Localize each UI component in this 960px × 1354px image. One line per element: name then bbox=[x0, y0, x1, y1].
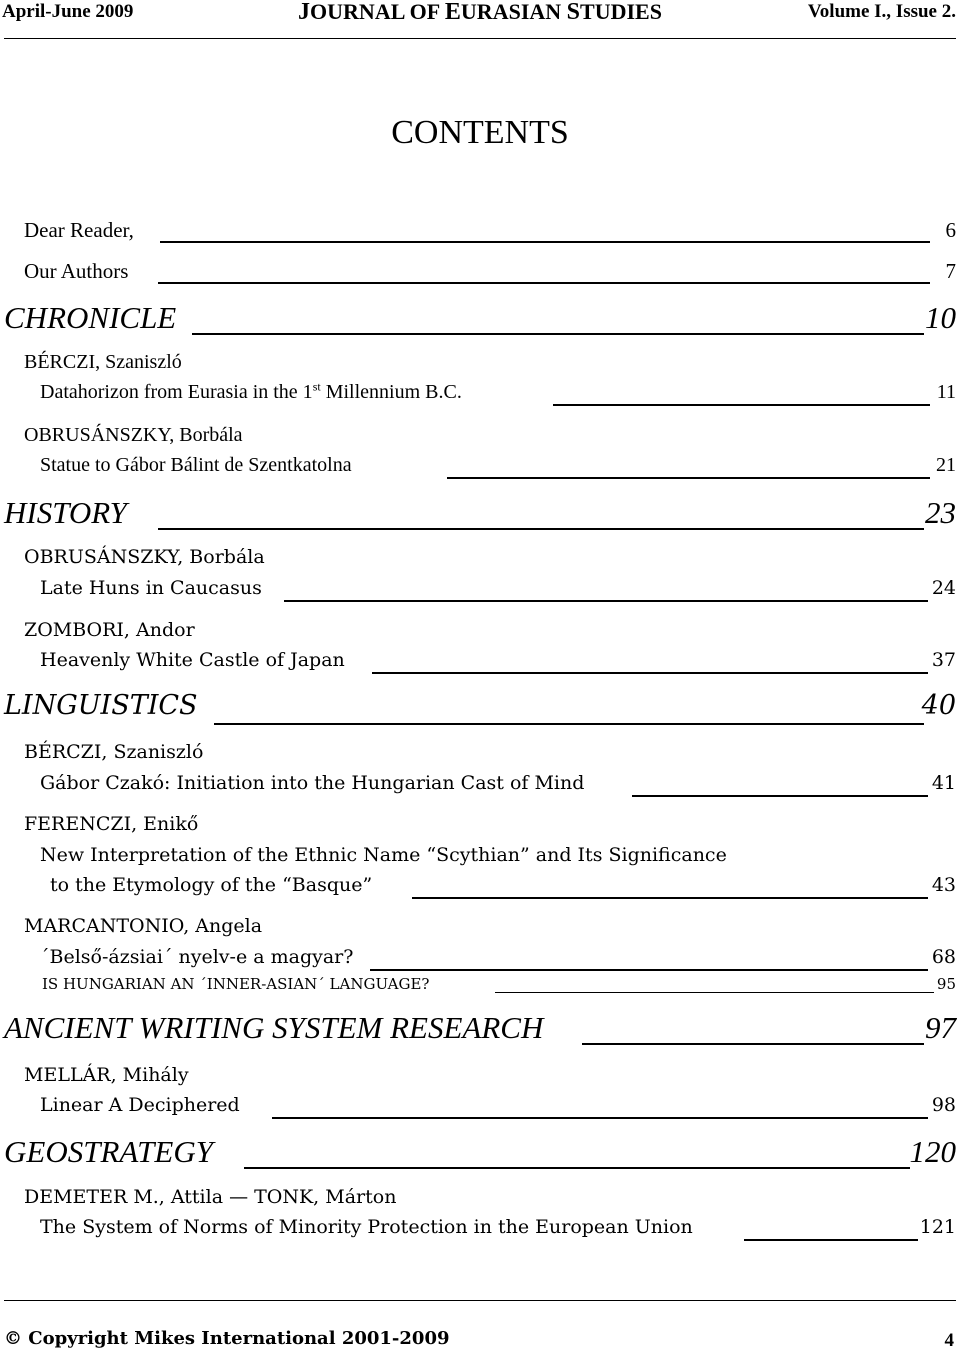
section-label: CHRONICLE bbox=[4, 300, 177, 335]
toc-entry-minority-protection[interactable] bbox=[0, 1216, 960, 1246]
page-number: 41 bbox=[931, 772, 956, 794]
toc-entry-dear-reader[interactable] bbox=[0, 218, 960, 248]
dot-leader bbox=[284, 600, 928, 602]
toc-entry-statue[interactable] bbox=[0, 454, 960, 484]
article-author: FERENCZI, Enikő bbox=[24, 813, 199, 835]
dot-leader bbox=[495, 992, 934, 993]
toc-entry-label: ´Belső-ázsiai´ nyelv-e a magyar? bbox=[40, 946, 354, 968]
toc-entry-our-authors[interactable] bbox=[0, 259, 960, 289]
page-number: 68 bbox=[931, 946, 956, 968]
page-number: 120 bbox=[909, 1134, 956, 1169]
dot-leader bbox=[272, 1117, 928, 1119]
running-header bbox=[0, 0, 960, 30]
article-author: BÉRCZI, Szaniszló bbox=[24, 351, 182, 373]
section-geostrategy[interactable] bbox=[0, 1134, 960, 1169]
header-rule bbox=[4, 38, 956, 39]
section-label: LINGUISTICS bbox=[4, 690, 198, 721]
dot-leader bbox=[370, 969, 928, 971]
dot-leader bbox=[158, 528, 924, 530]
toc-entry-inner-asian[interactable] bbox=[0, 975, 960, 1005]
toc-entry-label-line2: to the Etymology of the “Basque” bbox=[50, 874, 373, 896]
toc-entry-label: Linear A Deciphered bbox=[40, 1094, 240, 1116]
toc-entry-label: Dear Reader, bbox=[24, 218, 134, 242]
dot-leader bbox=[244, 1167, 910, 1169]
page-number: 40 bbox=[921, 690, 956, 721]
article-author: OBRUSÁNSZKY, Borbála bbox=[24, 424, 243, 446]
toc-entry-label-line1: New Interpretation of the Ethnic Name “Scythian” and Its Significance bbox=[40, 844, 727, 866]
toc-entry-label: IS HUNGARIAN AN ´INNER-ASIAN´ LANGUAGE? bbox=[42, 975, 430, 993]
issue-date: April-June 2009 bbox=[2, 1, 134, 22]
section-chronicle[interactable] bbox=[0, 300, 960, 335]
page-number: 24 bbox=[931, 577, 956, 599]
dot-leader bbox=[632, 795, 928, 797]
page-number: 21 bbox=[936, 454, 956, 476]
toc-entry-label: Gábor Czakó: Initiation into the Hungarian Cast of Mind bbox=[40, 772, 585, 794]
page-title: CONTENTS bbox=[391, 114, 569, 151]
dot-leader bbox=[158, 282, 930, 284]
toc-entry-belso-azsiai[interactable] bbox=[0, 946, 960, 976]
page-number: 10 bbox=[925, 300, 956, 335]
article-author: MELLÁR, Mihály bbox=[24, 1064, 189, 1086]
toc-entry-initiation[interactable] bbox=[0, 772, 960, 802]
page-number: 98 bbox=[931, 1094, 956, 1116]
page-number: 23 bbox=[925, 495, 956, 530]
article-author: OBRUSÁNSZKY, Borbála bbox=[24, 546, 265, 568]
page-number: 11 bbox=[936, 381, 956, 403]
toc-entry-label: The System of Norms of Minority Protection in the European Union bbox=[40, 1216, 693, 1238]
page-number: 43 bbox=[931, 874, 956, 896]
toc-entry-late-huns[interactable] bbox=[0, 577, 960, 607]
toc-entry-label: Statue to Gábor Bálint de Szentkatolna bbox=[40, 454, 352, 476]
dot-leader bbox=[372, 672, 928, 674]
section-linguistics[interactable] bbox=[0, 690, 960, 720]
volume-issue: Volume I., Issue 2. bbox=[807, 1, 956, 22]
page-number: 6 bbox=[945, 218, 956, 242]
page-number: 7 bbox=[945, 259, 956, 283]
toc-entry-label: Datahorizon from Eurasia in the 1st Millennium B.C. bbox=[40, 379, 462, 403]
dot-leader bbox=[160, 241, 930, 243]
toc-entry-label: Heavenly White Castle of Japan bbox=[40, 649, 345, 671]
toc-entry-label: Late Huns in Caucasus bbox=[40, 577, 262, 599]
dot-leader bbox=[744, 1239, 918, 1241]
dot-leader bbox=[447, 477, 930, 479]
dot-leader bbox=[582, 1043, 924, 1045]
article-author: DEMETER M., Attila — TONK, Márton bbox=[24, 1186, 397, 1208]
section-history[interactable] bbox=[0, 495, 960, 530]
dot-leader bbox=[412, 897, 928, 899]
section-label: ANCIENT WRITING SYSTEM RESEARCH bbox=[4, 1010, 544, 1045]
article-author: ZOMBORI, Andor bbox=[24, 619, 195, 641]
toc-entry-label: Our Authors bbox=[24, 259, 129, 283]
dot-leader bbox=[214, 723, 924, 725]
footer-page-number: 4 bbox=[944, 1330, 954, 1351]
article-author: BÉRCZI, Szaniszló bbox=[24, 741, 204, 763]
dot-leader bbox=[553, 404, 930, 406]
dot-leader bbox=[192, 333, 924, 335]
toc-entry-heavenly-castle[interactable] bbox=[0, 649, 960, 679]
toc-entry-scythian[interactable] bbox=[0, 874, 960, 904]
copyright-notice: © Copyright Mikes International 2001-2009 bbox=[4, 1328, 450, 1349]
article-author: MARCANTONIO, Angela bbox=[24, 915, 263, 937]
footer-rule bbox=[4, 1300, 956, 1301]
section-label: HISTORY bbox=[4, 495, 127, 530]
section-ancient-writing[interactable] bbox=[0, 1010, 960, 1045]
toc-entry-datahorizon[interactable] bbox=[0, 381, 960, 411]
section-label: GEOSTRATEGY bbox=[4, 1134, 213, 1169]
page-number: 97 bbox=[925, 1010, 956, 1045]
page-number: 95 bbox=[936, 975, 956, 993]
toc-entry-linear-a[interactable] bbox=[0, 1094, 960, 1124]
journal-title: JOURNAL OF EURASIAN STUDIES bbox=[298, 0, 662, 25]
page-number: 121 bbox=[919, 1216, 956, 1238]
page-number: 37 bbox=[931, 649, 956, 671]
